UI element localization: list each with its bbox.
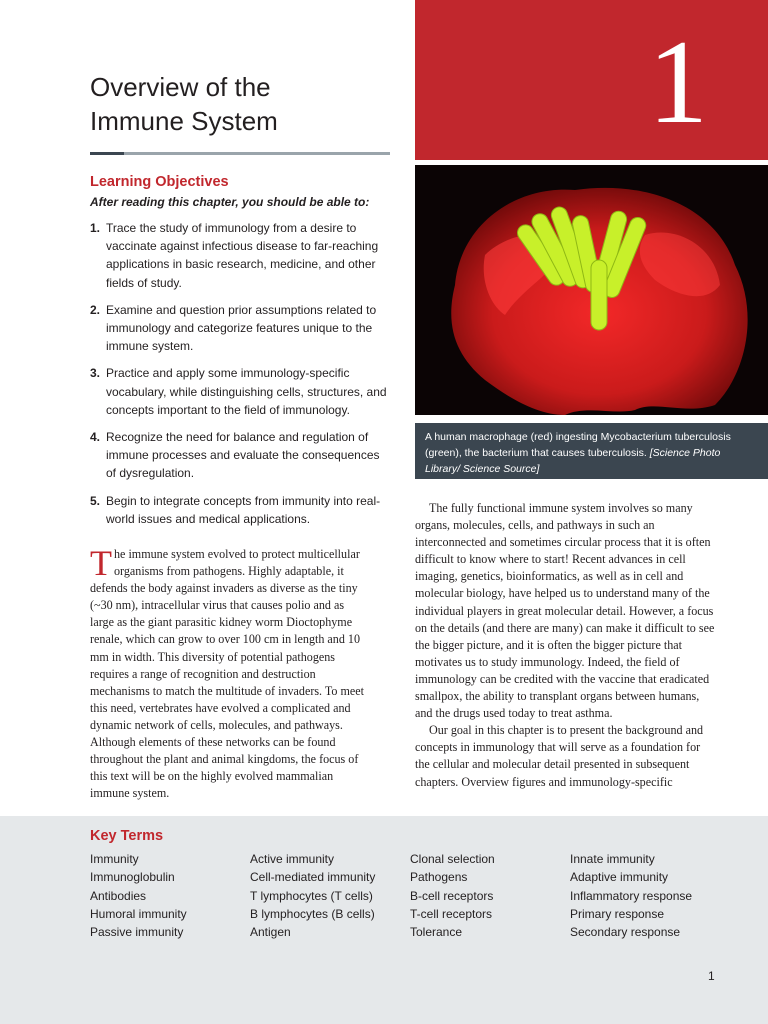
objective-text: Recognize the need for balance and regulation of immune processes and evaluate the consequences of dysregulation. — [106, 430, 380, 481]
objective-item — [90, 301, 390, 356]
key-term: Inflammatory response — [570, 888, 693, 903]
key-term: Secondary response — [570, 925, 681, 940]
key-terms-heading: Key Terms — [90, 828, 164, 844]
key-term: Immunity — [90, 852, 139, 866]
chapter-title-line1: Overview of the — [90, 72, 271, 102]
key-term: T lymphocytes (T cells) — [250, 888, 373, 903]
key-terms-column — [570, 850, 692, 941]
objective-number: 1. — [90, 221, 101, 235]
objective-item — [90, 428, 390, 483]
key-term: Antibodies — [90, 888, 147, 903]
caption-credit: [Science Photo Library/ Science Source] — [425, 447, 721, 475]
key-term: B-cell receptors — [410, 888, 494, 903]
chapter-title — [90, 70, 400, 138]
objective-text: Examine and question prior assumptions related to immunology and categorize features unique to the immune system. — [106, 302, 377, 354]
body-paragraph: Our goal in this chapter is to present the background and concepts in immunology that will serve as a foundation for the cellular and molecular detail presented in subsequent chapters. Overview figures and immunology-specific — [415, 723, 704, 789]
key-term: Pathogens — [410, 870, 468, 885]
key-term: Humoral immunity — [90, 906, 187, 921]
learning-objectives-intro: After reading this chapter, you should be able to: — [90, 195, 370, 209]
objective-text: Trace the study of immunology from a desire to vaccinate against infectious disease to far-reaching applications in basic research, medicine, and other fields of study. — [106, 221, 379, 290]
macrophage-illustration — [415, 165, 768, 415]
objective-number: 3. — [90, 366, 101, 381]
objective-text: Begin to integrate concepts from immunity into real-world issues and medical applications. — [106, 493, 381, 526]
key-terms-column — [250, 850, 375, 941]
caption-text: A human macrophage (red) ingesting Mycobacterium tuberculosis (green), the bacterium that causes tuberculosis. — [425, 431, 731, 459]
chapter-title-line2: Immune System — [90, 106, 278, 136]
key-term: Immunoglobulin — [90, 870, 175, 885]
objective-number: 5. — [90, 493, 101, 508]
key-term: Cell-mediated immunity — [250, 870, 376, 885]
objective-item — [90, 492, 390, 528]
learning-objectives-list — [90, 219, 390, 537]
title-divider-accent — [90, 152, 124, 155]
key-term: Passive immunity — [90, 925, 184, 940]
photo-caption — [415, 423, 768, 479]
chapter-number-block — [415, 0, 768, 160]
key-term: B lymphocytes (B cells) — [250, 906, 375, 921]
body-text — [415, 500, 715, 791]
intro-paragraph — [90, 543, 370, 802]
objective-text: Practice and apply some immunology-specific vocabulary, while distinguishing cells, structures, and concepts important to the field of immunology. — [106, 366, 387, 417]
objective-number: 2. — [90, 302, 101, 317]
learning-objectives-heading: Learning Objectives — [90, 174, 229, 190]
key-term: Adaptive immunity — [570, 870, 669, 885]
key-term: Antigen — [250, 925, 291, 940]
key-term: Tolerance — [410, 925, 463, 940]
key-term: T-cell receptors — [410, 906, 493, 921]
macrophage-photo — [415, 165, 768, 415]
key-term: Active immunity — [250, 852, 335, 866]
drop-cap: T — [90, 543, 112, 583]
chapter-number: 1 — [648, 15, 708, 148]
key-term: Primary response — [570, 906, 665, 921]
key-terms-column — [90, 850, 187, 941]
title-divider — [90, 152, 390, 155]
objective-number: 4. — [90, 430, 101, 445]
key-terms-panel — [0, 816, 768, 1024]
intro-paragraph-text: he immune system evolved to protect multicellular organisms from pathogens. Highly adaptable, it defends the body against invaders as diverse as the tiny (~30 nm), intracellular virus that causes polio and as large as the giant parasitic kidney worm Dioctophyme renale, which can grow to over 100 cm in length and 10 mm in width. This diversity of potential pathogens requires a range of recognition and destruction mechanisms to match the multitude of invaders. To meet this need, vertebrates have evolved a complicated and dynamic network of cells, molecules, and pathways. Although elements of these networks can be found throughout the plant and animal kingdoms, the focus of this text will be on the highly evolved mammalian immune system. — [90, 547, 364, 801]
objective-item — [90, 219, 390, 292]
key-term: Innate immunity — [570, 852, 655, 866]
page-number: 1 — [708, 969, 715, 983]
key-term: Clonal selection — [410, 852, 495, 866]
body-paragraph: The fully functional immune system involves so many organs, molecules, cells, and pathways in such an interconnected and sometimes circular process that it is often difficult to know where to start! Recent advances in cell imaging, genetics, bioinformatics, as well as in cell and molecular biology, have helped us to understand many of the individual players in great molecular detail. However, a focus on the details (and there are many) can make it difficult to see the bigger picture, and it is often the bigger picture that motivates us to study immunology. Indeed, the field of immunology can be credited with the vaccine that eradicated smallpox, the ability to transplant organs between humans, and the drugs used today to treat asthma. — [415, 501, 715, 721]
objective-item — [90, 364, 390, 419]
key-terms-column — [410, 850, 495, 941]
